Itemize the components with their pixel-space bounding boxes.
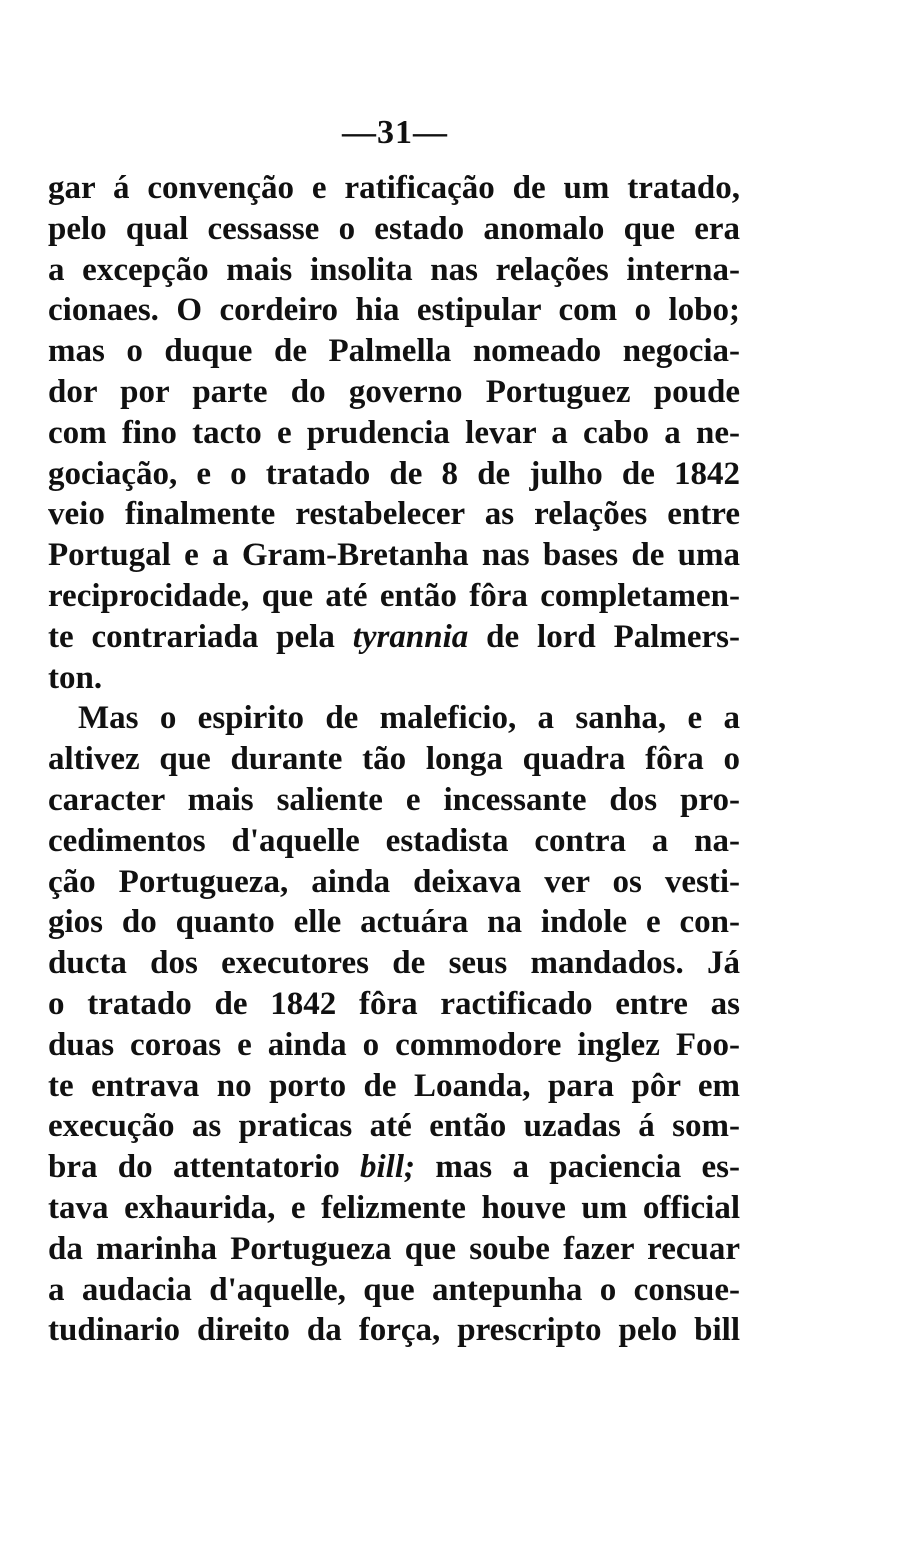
text-line: execução as praticas até então uzadas á som-: [48, 1108, 740, 1145]
text-line: pelo qual cessasse o estado anomalo que era: [48, 210, 740, 247]
text-segment: bra do attentatorio: [48, 1149, 340, 1186]
text-line: ção Portugueza, ainda deixava ver os vesti-: [48, 863, 740, 900]
page-number: —31—: [342, 114, 448, 151]
text-line: gociação, e o tratado de 8 de julho de 1842: [48, 455, 740, 492]
text-line: o tratado de 1842 fôra ractificado entre as: [48, 985, 740, 1022]
text-line: veio finalmente restabelecer as relações entre: [48, 496, 740, 533]
text-line: tudinario direito da força, prescripto pelo bill: [48, 1312, 740, 1349]
text-line: tava exhaurida, e felizmente houve um official: [48, 1189, 740, 1226]
text-line-with-italic: [48, 617, 740, 658]
body-text: [48, 168, 740, 1351]
text-segment: te contrariada pela: [48, 618, 335, 655]
text-line: mas o duque de Palmella nomeado negocia-: [48, 333, 740, 370]
text-line: ducta dos executores de seus mandados. Já: [48, 945, 740, 982]
text-line: da marinha Portugueza que soube fazer recuar: [48, 1230, 740, 1267]
text-line-with-italic: [48, 1147, 740, 1188]
text-line: ton.: [48, 659, 103, 696]
text-line: altivez que durante tão longa quadra fôra o: [48, 741, 740, 778]
text-line: reciprocidade, que até então fôra completamen-: [48, 577, 740, 614]
paragraph-first-line: Mas o espirito de maleficio, a sanha, e a: [78, 700, 740, 737]
text-segment: de lord Palmers-: [486, 618, 741, 655]
italic-word: bill;: [360, 1149, 416, 1186]
text-line: te entrava no porto de Loanda, para pôr em: [48, 1067, 740, 1104]
text-segment: mas a paciencia es-: [435, 1149, 740, 1186]
text-line: caracter mais saliente e incessante dos pro-: [48, 781, 740, 818]
text-line: cedimentos d'aquelle estadista contra a na-: [48, 822, 740, 859]
italic-word: tyrannia: [352, 618, 469, 655]
text-line: a excepção mais insolita nas relações interna-: [48, 251, 740, 288]
text-line: gios do quanto elle actuára na indole e con-: [48, 904, 740, 941]
text-line: duas coroas e ainda o commodore inglez Foo-: [48, 1026, 740, 1063]
text-line: a audacia d'aquelle, que antepunha o consue-: [48, 1271, 740, 1308]
text-line: com fino tacto e prudencia levar a cabo a ne-: [48, 414, 740, 451]
text-line: dor por parte do governo Portuguez poude: [48, 373, 740, 410]
text-line: gar á convenção e ratificação de um tratado,: [48, 170, 740, 206]
text-line: Portugal e a Gram-Bretanha nas bases de uma: [48, 537, 740, 574]
text-line: cionaes. O cordeiro hia estipular com o lobo;: [48, 292, 740, 329]
